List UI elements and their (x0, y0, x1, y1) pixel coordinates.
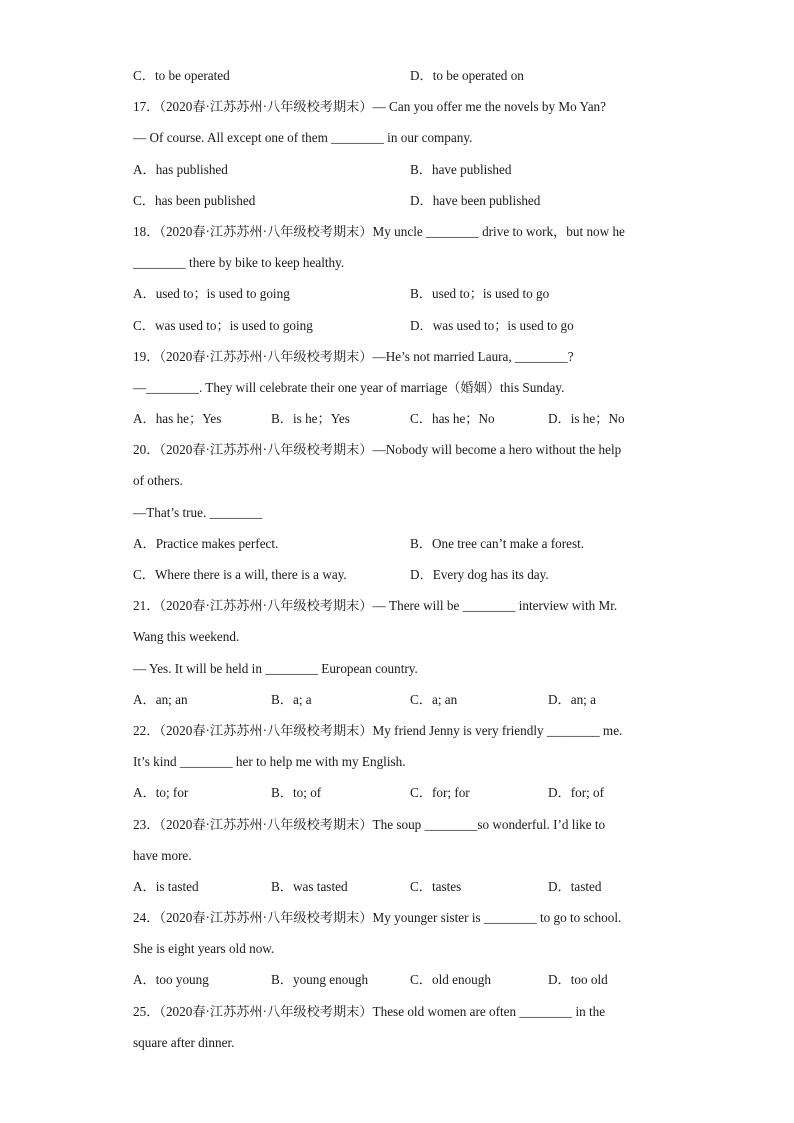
q24-question-text-2: She is eight years old now. (133, 941, 275, 957)
q22-stem-cont (133, 748, 693, 779)
q19-option-b[interactable]: B．is he；Yes (271, 411, 350, 427)
q17-option-b[interactable]: B．have published (410, 161, 512, 177)
q20-options-cd (133, 561, 693, 592)
q18-option-c[interactable]: C．was used to；is used to going (133, 317, 313, 333)
q24-options (133, 966, 693, 997)
q23-option-a[interactable]: A．is tasted (133, 878, 199, 894)
q18-options-cd (133, 312, 693, 343)
q17-option-c[interactable]: C．has been published (133, 192, 256, 208)
q21-stem (133, 592, 693, 623)
q23-question-text-2: have more. (133, 847, 192, 863)
q19-option-a[interactable]: A．has he；Yes (133, 411, 222, 427)
q20-stem (133, 436, 693, 467)
q22-stem (133, 717, 693, 748)
document-page (133, 62, 693, 1060)
q24-question-text: 24．（2020春·江苏苏州·八年级校考期末）My younger sister is ________ to go to school. (133, 910, 622, 926)
q20-option-d[interactable]: D．Every dog has its day. (410, 567, 549, 582)
q21-question-text: 21．（2020春·江苏苏州·八年级校考期末）— There will be ________ interview with Mr. (133, 598, 618, 614)
q18-stem (133, 218, 693, 249)
q17-question-text-2: — Of course. All except one of them ________ in our company. (133, 130, 473, 146)
q20-stem-cont-2 (133, 499, 693, 530)
q25-stem-cont (133, 1029, 693, 1060)
q24-option-a[interactable]: A．too young (133, 972, 209, 988)
q17-stem (133, 93, 693, 124)
q22-options (133, 779, 693, 810)
q21-question-text-2: Wang this weekend. (133, 629, 240, 645)
q23-option-b[interactable]: B．was tasted (271, 878, 348, 894)
q25-question-text: 25．（2020春·江苏苏州·八年级校考期末）These old women are often ________ in the (133, 1003, 606, 1019)
q24-option-c[interactable]: C．old enough (410, 972, 491, 988)
q19-option-c[interactable]: C．has he；No (410, 411, 495, 427)
q18-question-text-2: ________ there by bike to keep healthy. (133, 255, 345, 271)
q20-option-c[interactable]: C．Where there is a will, there is a way. (133, 567, 347, 582)
q18-option-d[interactable]: D．was used to；is used to go (410, 317, 574, 333)
q23-question-text: 23．（2020春·江苏苏州·八年级校考期末）The soup ________so wonderful. I’d like to (133, 816, 606, 832)
q20-question-text-2: of others. (133, 473, 183, 489)
q19-question-text-2: —________. They will celebrate their one year of marriage（婚姻）this Sunday. (133, 379, 565, 395)
q24-stem (133, 904, 693, 935)
q21-options (133, 686, 693, 717)
q19-options (133, 405, 693, 436)
q24-option-b[interactable]: B．young enough (271, 972, 369, 988)
q19-question-text: 19．（2020春·江苏苏州·八年级校考期末）—He’s not married Laura, ________? (133, 348, 574, 364)
q24-stem-cont (133, 935, 693, 966)
q22-question-text: 22．（2020春·江苏苏州·八年级校考期末）My friend Jenny is very friendly ________ me. (133, 722, 623, 738)
q18-question-text: 18．（2020春·江苏苏州·八年级校考期末）My uncle ________ drive to work，but now he (133, 223, 625, 239)
q22-option-d[interactable]: D．for; of (548, 785, 605, 801)
q23-options (133, 873, 693, 904)
q20-question-text: 20．（2020春·江苏苏州·八年级校考期末）—Nobody will become a hero without the help (133, 442, 622, 458)
q18-stem-cont (133, 249, 693, 280)
q25-question-text-2: square after dinner. (133, 1034, 235, 1050)
q23-stem-cont (133, 842, 693, 873)
q22-option-a[interactable]: A．to; for (133, 785, 189, 801)
q16-option-d[interactable]: D．to be operated on (410, 68, 524, 83)
q19-option-d[interactable]: D．is he；No (548, 411, 625, 427)
q17-options-ab (133, 156, 693, 187)
q21-option-a[interactable]: A．an; an (133, 691, 188, 707)
q16-option-c[interactable]: C．to be operated (133, 68, 230, 83)
q22-option-c[interactable]: C．for; for (410, 785, 470, 801)
q21-option-c[interactable]: C．a; an (410, 691, 458, 707)
q22-question-text-2: It’s kind ________ her to help me with my English. (133, 754, 406, 770)
q19-stem (133, 343, 693, 374)
q18-option-b[interactable]: B．used to；is used to go (410, 286, 550, 302)
q18-option-a[interactable]: A．used to；is used to going (133, 286, 290, 302)
q21-question-text-3: — Yes. It will be held in ________ European country. (133, 660, 418, 676)
q21-option-b[interactable]: B．a; a (271, 691, 312, 707)
q20-option-a[interactable]: A．Practice makes perfect. (133, 535, 279, 551)
q17-option-d[interactable]: D．have been published (410, 192, 541, 208)
q20-stem-cont (133, 467, 693, 498)
q20-option-b[interactable]: B．One tree can’t make a forest. (410, 535, 585, 551)
q19-stem-cont (133, 374, 693, 405)
q22-option-b[interactable]: B．to; of (271, 785, 322, 801)
q17-stem-cont (133, 124, 693, 155)
q18-options-ab (133, 280, 693, 311)
q21-stem-cont (133, 623, 693, 654)
q23-stem (133, 811, 693, 842)
q17-question-text: 17．（2020春·江苏苏州·八年级校考期末）— Can you offer me the novels by Mo Yan? (133, 99, 606, 115)
q17-options-cd (133, 187, 693, 218)
q21-option-d[interactable]: D．an; a (548, 691, 596, 707)
q24-option-d[interactable]: D．too old (548, 972, 608, 988)
q21-stem-cont-2 (133, 655, 693, 686)
q23-option-c[interactable]: C．tastes (410, 878, 462, 894)
q16-options-cd (133, 62, 693, 93)
q17-option-a[interactable]: A．has published (133, 161, 228, 177)
q23-option-d[interactable]: D．tasted (548, 878, 602, 894)
q20-options-ab (133, 530, 693, 561)
q20-question-text-3: —That’s true. ________ (133, 504, 263, 520)
q25-stem (133, 998, 693, 1029)
